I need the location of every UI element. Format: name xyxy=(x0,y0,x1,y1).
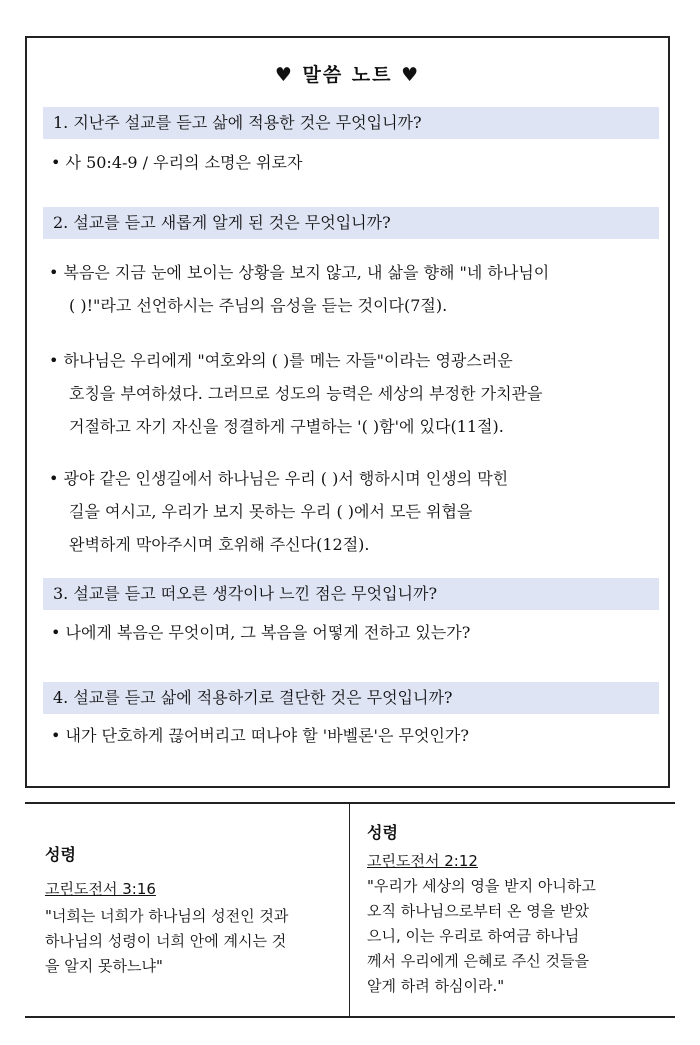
answer-2-bullet-3-line-3: 완벽하게 막아주시며 호위해 주신다(12절). xyxy=(69,535,370,554)
left-verse-line-1: "너희는 너희가 하나님의 성전인 것과 xyxy=(45,907,289,925)
right-verse-line-1: "우리가 세상의 영을 받지 아니하고 xyxy=(367,877,596,895)
answer-4: • 내가 단호하게 끊어버리고 떠나야 할 '바벨론'은 무엇인가? xyxy=(51,726,469,745)
answer-2-bullet-3 xyxy=(49,462,663,561)
answer-2-bullet-1-line-1: • 복음은 지금 눈에 보이는 상황을 보지 않고, 내 삶을 향해 "네 하나님이 xyxy=(49,263,550,282)
left-section-label: 성령 xyxy=(45,845,76,864)
answer-2-bullet-3-line-2: 길을 여시고, 우리가 보지 못하는 우리 ( )에서 모든 위협을 xyxy=(69,502,473,521)
answer-2-bullet-2-line-1: • 하나님은 우리에게 "여호와의 ( )를 메는 자들"이라는 영광스러운 xyxy=(49,351,513,370)
answer-2-bullet-2-line-3: 거절하고 자기 자신을 정결하게 구별하는 '( )함'에 있다(11절). xyxy=(69,417,504,436)
right-verse-column xyxy=(367,804,667,1016)
answer-3: • 나에게 복음은 무엇이며, 그 복음을 어떻게 전하고 있는가? xyxy=(51,623,471,642)
answer-2-bullet-1 xyxy=(49,256,663,322)
holy-spirit-verses xyxy=(25,802,675,1018)
note-title: ♥ 말씀 노트 ♥ xyxy=(274,64,421,86)
sermon-note-box xyxy=(25,36,670,788)
left-verse-text xyxy=(45,904,337,979)
right-section-label: 성령 xyxy=(367,823,398,842)
left-verse-column xyxy=(45,804,337,1016)
right-verse-line-2: 오직 하나님으로부터 온 영을 받았 xyxy=(367,902,589,920)
answer-2-bullet-3-line-1: • 광야 같은 인생길에서 하나님은 우리 ( )서 행하시며 인생의 막힌 xyxy=(49,469,509,488)
question-4: 4. 설교를 듣고 삶에 적용하기로 결단한 것은 무엇입니까? xyxy=(43,682,659,714)
right-verse-line-5: 알게 하려 하심이라." xyxy=(367,977,505,995)
question-3: 3. 설교를 듣고 떠오른 생각이나 느낀 점은 무엇입니까? xyxy=(43,578,659,610)
column-divider xyxy=(349,804,350,1016)
question-2: 2. 설교를 듣고 새롭게 알게 된 것은 무엇입니까? xyxy=(43,207,659,239)
answer-2-bullet-2 xyxy=(49,344,663,443)
question-1: 1. 지난주 설교를 듣고 삶에 적용한 것은 무엇입니까? xyxy=(43,107,659,139)
answer-2-bullet-2-line-2: 호칭을 부여하셨다. 그러므로 성도의 능력은 세상의 부정한 가치관을 xyxy=(69,384,543,403)
answer-2-bullet-1-line-2: ( )!"라고 선언하시는 주님의 음성을 듣는 것이다(7절). xyxy=(69,296,448,315)
right-verse-reference: 고린도전서 2:12 xyxy=(367,852,478,870)
right-verse-line-4: 께서 우리에게 은혜로 주신 것들을 xyxy=(367,952,589,970)
left-verse-line-2: 하나님의 성령이 너희 안에 계시는 것 xyxy=(45,932,287,950)
answer-1: • 사 50:4-9 / 우리의 소명은 위로자 xyxy=(51,153,303,172)
left-verse-line-3: 을 알지 못하느냐" xyxy=(45,957,163,975)
right-verse-line-3: 으니, 이는 우리로 하여금 하나님 xyxy=(367,927,580,945)
right-verse-text xyxy=(367,874,667,999)
left-verse-reference: 고린도전서 3:16 xyxy=(45,880,156,898)
